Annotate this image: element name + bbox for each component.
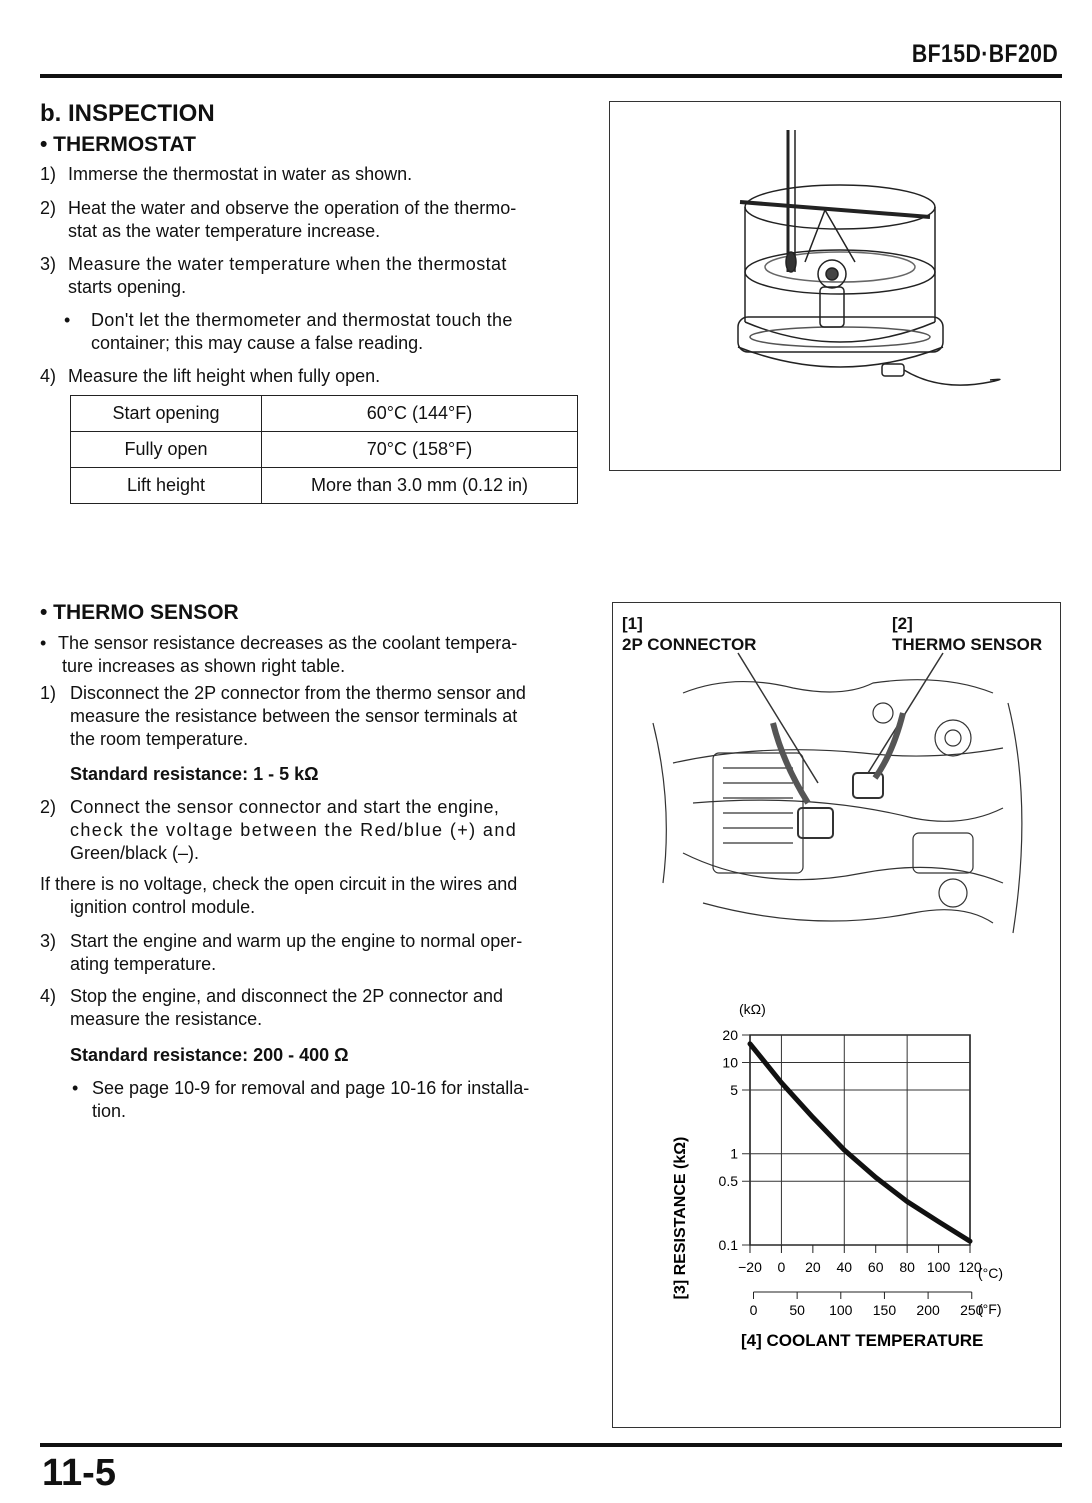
resistance-chart [613, 993, 1060, 1373]
x-axis-title: [4] COOLANT TEMPERATURE [741, 1331, 984, 1350]
table-cell-label: Fully open [71, 432, 262, 468]
x-unit-c: (°C) [978, 1265, 1004, 1281]
note-text: If there is no voltage, check the open circuit in the wires and [40, 874, 518, 894]
step-text-cont: check the voltage between the Red/blue (+) and [70, 820, 518, 840]
y-tick-label: 1 [730, 1145, 738, 1162]
y-tick-label: 5 [730, 1081, 738, 1098]
caution-note [64, 309, 580, 355]
note-text-cont: container; this may cause a false reading. [91, 333, 424, 353]
sensor-step-2 [40, 796, 585, 865]
bullet: • [72, 1078, 79, 1098]
page-number: 11-5 [42, 1452, 116, 1494]
x-tick-label-f: 200 [916, 1302, 940, 1318]
footer-rule [40, 1443, 1062, 1447]
step-4 [40, 365, 580, 388]
x-tick-label-f: 150 [872, 1302, 897, 1318]
thermostat-heading: • THERMOSTAT [40, 133, 196, 156]
x-tick-label-f: 50 [789, 1302, 805, 1318]
x-tick-label-c: 120 [958, 1259, 982, 1275]
x-tick-label-c: −20 [738, 1259, 762, 1275]
y-tick-label: 20 [722, 1027, 738, 1043]
step-2 [40, 197, 580, 243]
chart-series [750, 1044, 970, 1241]
y-unit-label: (kΩ) [739, 1001, 766, 1017]
step-number: 4) [40, 366, 57, 386]
step-text: Measure the water temperature when the thermostat [68, 254, 507, 274]
thermostat-spec-table [70, 395, 578, 504]
note-text-cont: ignition control module. [70, 897, 256, 917]
x-unit-f: (°F) [978, 1301, 1002, 1317]
engine-sensor-illustration [613, 603, 1060, 983]
bullet: • [64, 310, 71, 330]
step-3 [40, 253, 580, 299]
model-title: BF15D·BF20D [911, 40, 1058, 68]
x-tick-label-f: 0 [749, 1302, 758, 1318]
no-voltage-note [40, 873, 585, 919]
bullet: • [40, 633, 47, 653]
step-number: 2) [40, 797, 57, 817]
table-cell-value: 60°C (144°F) [262, 396, 578, 432]
step-number: 1) [40, 683, 57, 703]
thermostat-test-figure [609, 101, 1061, 471]
note-text: Don't let the thermometer and thermostat touch the [91, 310, 513, 330]
plot-frame [750, 1035, 970, 1245]
step-text-cont: the room temperature. [70, 729, 249, 749]
thermo-sensor-heading: • THERMO SENSOR [40, 601, 239, 624]
note-text: See page 10-9 for removal and page 10-16 for installa- [92, 1078, 530, 1098]
sensor-step-1 [40, 682, 585, 751]
step-number: 4) [40, 986, 57, 1006]
note-text-cont: ture increases as shown right table. [62, 656, 346, 676]
step-text: Stop the engine, and disconnect the 2P connector and [70, 986, 503, 1006]
y-tick-label: 0.1 [718, 1237, 738, 1253]
step-text: Immerse the thermostat in water as shown. [68, 164, 413, 184]
x-tick-label-c: 100 [926, 1259, 951, 1275]
y-tick-label: 0.5 [718, 1173, 738, 1190]
chart-ticks [719, 1027, 984, 1318]
table-cell-label: Lift height [71, 468, 262, 504]
section-title: b. INSPECTION [40, 100, 215, 127]
intro-note [40, 632, 585, 678]
callout-label: 2P CONNECTOR [622, 635, 757, 654]
y-axis-title: [3] RESISTANCE (kΩ) [672, 1136, 689, 1300]
x-tick-label-f: 100 [829, 1302, 853, 1318]
step-text: Measure the lift height when fully open. [68, 366, 381, 386]
x-tick-label-c: 60 [867, 1259, 884, 1275]
y-tick-label: 10 [722, 1054, 738, 1071]
table-row [71, 432, 578, 468]
step-text-cont: measure the resistance. [70, 1009, 263, 1029]
table-row [71, 468, 578, 504]
header-rule [40, 74, 1062, 78]
reference-note [72, 1077, 585, 1123]
thermo-sensor-steps [40, 632, 585, 1132]
thermo-sensor-figure [612, 602, 1061, 1428]
step-text: Connect the sensor connector and start the engine, [70, 797, 500, 817]
sensor-step-3 [40, 930, 585, 976]
step-number: 1) [40, 164, 57, 184]
note-text-cont: tion. [92, 1101, 127, 1121]
table-cell-value: 70°C (158°F) [262, 432, 578, 468]
x-tick-label-c: 0 [777, 1259, 786, 1275]
callout-number: [1] [622, 614, 643, 633]
step-text: Start the engine and warm up the engine to normal oper- [70, 931, 523, 951]
x-tick-label-c: 80 [899, 1259, 915, 1275]
x-tick-label-f: 250 [960, 1302, 984, 1318]
step-text-cont: measure the resistance between the sensor terminals at [70, 706, 518, 726]
step-text-cont: starts opening. [68, 277, 187, 297]
table-cell-label: Start opening [71, 396, 262, 432]
step-number: 2) [40, 198, 57, 218]
resistance-curve [750, 1044, 970, 1241]
x-tick-label-c: 20 [805, 1259, 821, 1275]
standard-resistance-2: Standard resistance: 200 - 400 Ω [70, 1045, 349, 1065]
note-text: The sensor resistance decreases as the coolant tempera- [58, 633, 518, 653]
sensor-step-4 [40, 985, 585, 1031]
thermostat-steps [40, 163, 580, 393]
step-text-cont: ating temperature. [70, 954, 217, 974]
x-tick-label-c: 40 [836, 1259, 853, 1275]
callout-number: [2] [892, 614, 913, 633]
standard-resistance-1: Standard resistance: 1 - 5 kΩ [70, 764, 319, 784]
step-text-cont: Green/black (–). [70, 843, 200, 863]
step-text-cont: stat as the water temperature increase. [68, 221, 381, 241]
table-row [71, 396, 578, 432]
chart-grid [742, 1035, 970, 1245]
step-text: Disconnect the 2P connector from the thermo sensor and [70, 683, 526, 703]
step-number: 3) [40, 931, 57, 951]
thermostat-in-water-illustration [610, 102, 1060, 470]
step-text: Heat the water and observe the operation of the thermo- [68, 198, 517, 218]
table-cell-value: More than 3.0 mm (0.12 in) [262, 468, 578, 504]
step-1 [40, 163, 580, 186]
step-number: 3) [40, 254, 57, 274]
callout-label: THERMO SENSOR [892, 635, 1043, 654]
